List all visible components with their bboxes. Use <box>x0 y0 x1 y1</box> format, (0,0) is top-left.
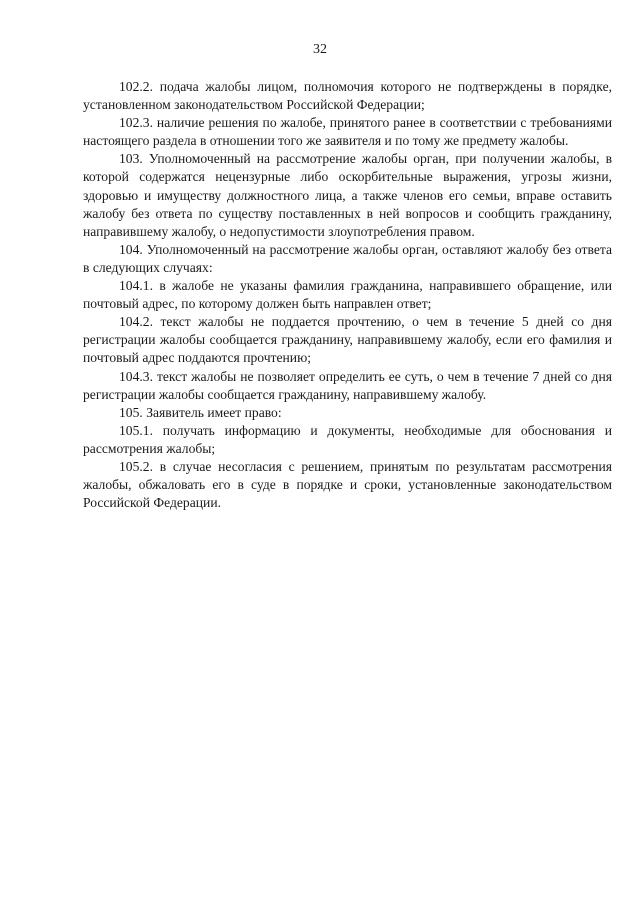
paragraph-104-2: 104.2. текст жалобы не поддается прочтению, о чем в течение 5 дней со дня регистрации жалобы сообщается гражданину, направившему жалобу, если его фамилия и почтовый адрес поддаются прочтению; <box>83 314 612 366</box>
document-body <box>83 78 612 512</box>
paragraph-104-3: 104.3. текст жалобы не позволяет определить ее суть, о чем в течение 7 дней со дня регистрации жалобы сообщается гражданину, направившему жалобу. <box>83 368 612 402</box>
page-number: 32 <box>313 42 327 57</box>
paragraph-104: 104. Уполномоченный на рассмотрение жалобы орган, оставляют жалобу без ответа в следующих случаях: <box>83 241 612 275</box>
paragraph-102-2: 102.2. подача жалобы лицом, полномочия которого не подтверждены в порядке, установленном законодательством Российской Федерации; <box>83 79 612 113</box>
paragraph-105: 105. Заявитель имеет право: <box>119 404 282 420</box>
paragraph-105-2: 105.2. в случае несогласия с решением, принятым по результатам рассмотрения жалобы, обжаловать его в суде в порядке и сроки, установленные законодательством Российской Федерации. <box>83 458 612 511</box>
paragraph-105-1: 105.1. получать информацию и документы, необходимые для обоснования и рассмотрения жалобы; <box>83 422 612 456</box>
paragraph-102-3: 102.3. наличие решения по жалобе, принятого ранее в соответствии с требованиями настоящего раздела в отношении того же заявителя и по тому же предмету жалобы. <box>83 115 612 149</box>
paragraph-103: 103. Уполномоченный на рассмотрение жалобы орган, при получении жалобы, в которой содержатся нецензурные либо оскорбительные выражения, угрозы жизни, здоровью и имуществу должностного лица, а также членов его семьи, вправе оставить жалобу без ответа по существу поставленных в ней вопросов и сообщить гражданину, направившему жалобу, о недопустимости злоупотребления правом. <box>83 151 612 239</box>
paragraph-104-1: 104.1. в жалобе не указаны фамилия гражданина, направившего обращение, или почтовый адрес, по которому должен быть направлен ответ; <box>83 278 612 312</box>
